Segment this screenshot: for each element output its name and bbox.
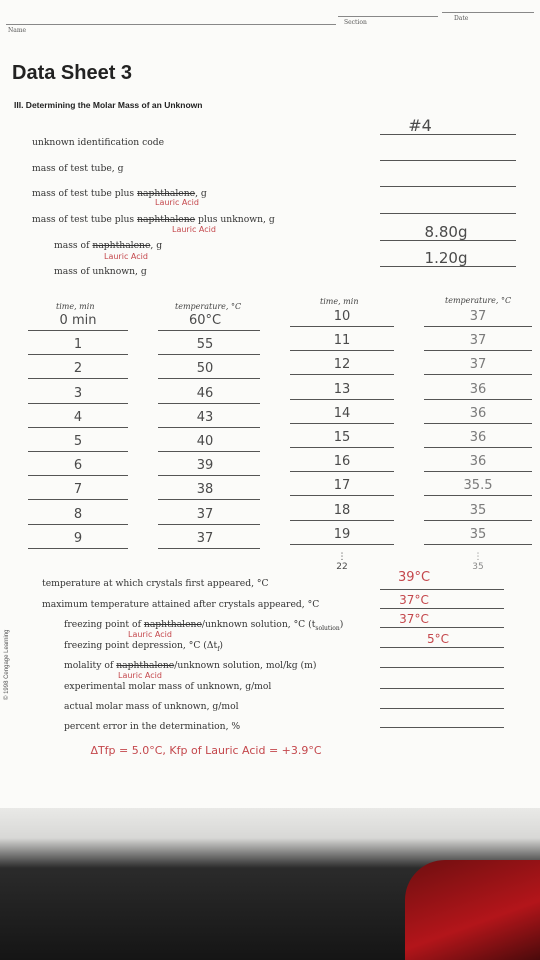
time-cell-right: 17 bbox=[333, 478, 351, 494]
table-entry-line[interactable] bbox=[158, 524, 260, 525]
table-entry-line[interactable] bbox=[424, 399, 532, 400]
result-line-percent-error[interactable] bbox=[380, 727, 504, 728]
label-part: mass of test tube plus bbox=[32, 188, 138, 199]
field-label-unknown-mass: mass of unknown, g bbox=[54, 266, 147, 277]
temp-cell-right: 36 bbox=[469, 381, 487, 397]
time-cell-left: 6 bbox=[73, 458, 83, 474]
table-entry-line[interactable] bbox=[290, 495, 394, 496]
temp-cell-left: 60°C bbox=[188, 313, 222, 328]
table-entry-line[interactable] bbox=[158, 403, 260, 404]
name-label: Name bbox=[8, 27, 27, 34]
table-entry-line[interactable] bbox=[158, 548, 260, 549]
temp-cell-left: 46 bbox=[196, 385, 214, 401]
result-label-freezing-point bbox=[64, 619, 343, 632]
result-value-crystals-appeared: 39°C bbox=[397, 570, 431, 585]
result-line-crystals-appeared[interactable] bbox=[380, 589, 504, 590]
table-entry-line[interactable] bbox=[158, 499, 260, 500]
label-part: , g bbox=[150, 240, 163, 251]
table-entry-line[interactable] bbox=[424, 423, 532, 424]
table-entry-line[interactable] bbox=[28, 427, 128, 428]
label-part: molality of bbox=[64, 660, 117, 671]
annotation-lauric-acid: Lauric Acid bbox=[104, 252, 148, 261]
section-title: III. Determining the Molar Mass of an Unknown bbox=[14, 100, 203, 110]
annotation-lauric-acid: Lauric Acid bbox=[172, 225, 216, 234]
table-entry-line[interactable] bbox=[28, 330, 128, 331]
temp-cell-right: 37 bbox=[469, 333, 487, 349]
time-cell-left: 5 bbox=[73, 434, 83, 449]
temp-cell-left: 39 bbox=[196, 458, 214, 474]
time-cell-right: 12 bbox=[333, 357, 351, 373]
field-label-tube-plus-solvent-unknown bbox=[32, 214, 275, 225]
name-line[interactable] bbox=[6, 24, 336, 25]
label-part: mass of bbox=[54, 240, 93, 251]
field-line-id-code[interactable] bbox=[380, 134, 516, 135]
temp-cell-left: 55 bbox=[196, 337, 214, 353]
table-continued-temp: ⋮ 35 bbox=[472, 552, 484, 572]
table-entry-line[interactable] bbox=[158, 354, 260, 355]
field-label-id-code: unknown identification code bbox=[32, 137, 165, 148]
result-value-fp-depression: 5°C bbox=[426, 632, 450, 646]
label-part: /unknown solution, °C (t bbox=[201, 619, 316, 630]
result-label-fp-depression bbox=[64, 640, 223, 653]
table-entry-line[interactable] bbox=[290, 374, 394, 375]
result-value-freezing-point: 37°C bbox=[399, 612, 429, 626]
table-entry-line[interactable] bbox=[28, 378, 128, 379]
section-line[interactable] bbox=[338, 16, 438, 17]
field-line-tube-mass[interactable] bbox=[380, 160, 516, 161]
result-label-percent-error: percent error in the determination, % bbox=[64, 721, 241, 732]
field-value-solvent-mass: 8.80g bbox=[424, 223, 468, 241]
date-label: Date bbox=[454, 15, 469, 22]
section-label: Section bbox=[344, 19, 367, 26]
field-line-tube-plus-solvent-unknown[interactable] bbox=[380, 213, 516, 214]
temp-cell-right: 37 bbox=[469, 309, 487, 324]
table-entry-line[interactable] bbox=[28, 548, 128, 549]
table-entry-line[interactable] bbox=[28, 499, 128, 500]
time-cell-right: 13 bbox=[333, 381, 351, 397]
temp-cell-left: 37 bbox=[196, 530, 214, 546]
page-title: Data Sheet 3 bbox=[12, 62, 133, 84]
time-cell-right: 16 bbox=[333, 454, 351, 470]
result-label-crystals-appeared: temperature at which crystals first appeared, °C bbox=[42, 578, 269, 589]
result-label-molality bbox=[64, 660, 316, 671]
result-line-molality[interactable] bbox=[380, 667, 504, 668]
temp-cell-left: 50 bbox=[196, 361, 214, 377]
table-header-time-1: time, min bbox=[56, 302, 95, 311]
time-cell-right: 14 bbox=[333, 405, 351, 421]
table-entry-line[interactable] bbox=[28, 475, 128, 476]
table-header-temp-2: temperature, °C bbox=[445, 296, 512, 305]
table-entry-line[interactable] bbox=[158, 451, 260, 452]
table-entry-line[interactable] bbox=[424, 520, 532, 521]
table-continued-time: ⋮ 22 bbox=[336, 552, 348, 572]
result-value-max-temp: 37°C bbox=[399, 593, 429, 607]
table-entry-line[interactable] bbox=[424, 374, 532, 375]
time-cell-right: 15 bbox=[333, 430, 351, 445]
label-part: freezing point depression, °C (Δt bbox=[64, 640, 218, 651]
time-cell-left: 0 min bbox=[59, 313, 97, 328]
result-label-max-temp: maximum temperature attained after crystals appeared, °C bbox=[42, 599, 320, 610]
table-entry-line[interactable] bbox=[290, 447, 394, 448]
temp-cell-right: 35 bbox=[469, 526, 487, 542]
label-part: /unknown solution, mol/kg (m) bbox=[174, 660, 317, 671]
label-part: plus unknown, g bbox=[195, 214, 275, 225]
field-label-tube-mass: mass of test tube, g bbox=[32, 163, 124, 174]
annotation-lauric-acid: Lauric Acid bbox=[118, 671, 162, 680]
field-value-id-code: #4 bbox=[408, 116, 432, 135]
time-cell-right: 19 bbox=[333, 526, 351, 542]
table-entry-line[interactable] bbox=[424, 495, 532, 496]
temp-cell-right: 36 bbox=[469, 454, 487, 470]
struck-word: naphthalene bbox=[137, 188, 196, 199]
temp-cell-right: 36 bbox=[469, 430, 487, 445]
temp-cell-right: 35.5 bbox=[463, 478, 493, 494]
table-header-time-2: time, min bbox=[320, 297, 359, 306]
time-cell-left: 7 bbox=[73, 482, 83, 498]
temp-cell-right: 37 bbox=[469, 357, 487, 373]
label-sub: solution bbox=[315, 624, 340, 632]
label-part: ) bbox=[339, 619, 344, 630]
time-cell-left: 3 bbox=[73, 385, 83, 401]
table-entry-line[interactable] bbox=[424, 471, 532, 472]
time-cell-left: 9 bbox=[73, 530, 83, 546]
result-line-max-temp[interactable] bbox=[380, 608, 504, 609]
result-label-actual-molar-mass: actual molar mass of unknown, g/mol bbox=[64, 701, 239, 712]
date-line[interactable] bbox=[442, 12, 534, 13]
label-part: , g bbox=[195, 188, 207, 199]
table-entry-line[interactable] bbox=[290, 350, 394, 351]
temp-cell-left: 40 bbox=[196, 434, 214, 449]
table-entry-line[interactable] bbox=[158, 330, 260, 331]
annotation-lauric-acid: Lauric Acid bbox=[155, 198, 199, 207]
label-part: freezing point of bbox=[64, 619, 144, 630]
table-entry-line[interactable] bbox=[28, 451, 128, 452]
table-entry-line[interactable] bbox=[424, 544, 532, 545]
field-line-tube-plus-solvent[interactable] bbox=[380, 186, 516, 187]
annotation-lauric-acid: Lauric Acid bbox=[128, 630, 172, 639]
temp-cell-right: 36 bbox=[469, 405, 487, 421]
table-entry-line[interactable] bbox=[424, 447, 532, 448]
label-part: ) bbox=[219, 640, 224, 651]
result-label-exp-molar-mass: experimental molar mass of unknown, g/mol bbox=[64, 681, 272, 692]
time-cell-left: 1 bbox=[73, 337, 83, 353]
table-entry-line[interactable] bbox=[290, 544, 394, 545]
struck-word: naphthalene bbox=[143, 619, 202, 630]
label-sub: f bbox=[217, 645, 220, 653]
table-entry-line[interactable] bbox=[158, 475, 260, 476]
field-label-solvent-mass bbox=[54, 240, 162, 251]
table-entry-line[interactable] bbox=[290, 399, 394, 400]
table-entry-line[interactable] bbox=[28, 354, 128, 355]
table-entry-line[interactable] bbox=[424, 350, 532, 351]
temp-cell-left: 37 bbox=[196, 506, 214, 522]
result-line-fp-depression[interactable] bbox=[380, 647, 504, 648]
background-red-object bbox=[405, 860, 540, 960]
time-cell-left: 8 bbox=[73, 506, 83, 522]
table-entry-line[interactable] bbox=[424, 326, 532, 327]
time-cell-right: 11 bbox=[333, 333, 351, 349]
time-cell-right: 10 bbox=[333, 309, 351, 324]
temp-cell-right: 35 bbox=[469, 502, 487, 518]
handwritten-footnote: ΔTfp = 5.0°C, Kfp of Lauric Acid = +3.9°C bbox=[90, 744, 322, 757]
table-entry-line[interactable] bbox=[158, 378, 260, 379]
field-value-unknown-mass: 1.20g bbox=[424, 249, 468, 267]
table-entry-line[interactable] bbox=[290, 326, 394, 327]
label-part: mass of test tube plus bbox=[32, 214, 138, 225]
struck-word: naphthalene bbox=[137, 214, 196, 225]
time-cell-left: 4 bbox=[73, 409, 83, 425]
temp-cell-left: 43 bbox=[196, 409, 214, 425]
table-entry-line[interactable] bbox=[290, 423, 394, 424]
time-cell-right: 18 bbox=[333, 502, 351, 518]
time-cell-left: 2 bbox=[73, 361, 83, 377]
temp-cell-left: 38 bbox=[196, 482, 214, 498]
copyright-text: © 1998 Cengage Learning bbox=[4, 629, 10, 700]
result-line-actual-molar-mass[interactable] bbox=[380, 708, 504, 709]
table-entry-line[interactable] bbox=[290, 471, 394, 472]
table-entry-line[interactable] bbox=[290, 520, 394, 521]
result-line-freezing-point[interactable] bbox=[380, 627, 504, 628]
table-entry-line[interactable] bbox=[28, 524, 128, 525]
table-header-temp-1: temperature, °C bbox=[175, 302, 242, 311]
table-entry-line[interactable] bbox=[158, 427, 260, 428]
struck-word: naphthalene bbox=[116, 660, 175, 671]
table-entry-line[interactable] bbox=[28, 403, 128, 404]
result-line-exp-molar-mass[interactable] bbox=[380, 688, 504, 689]
struck-word: naphthalene bbox=[92, 240, 151, 251]
